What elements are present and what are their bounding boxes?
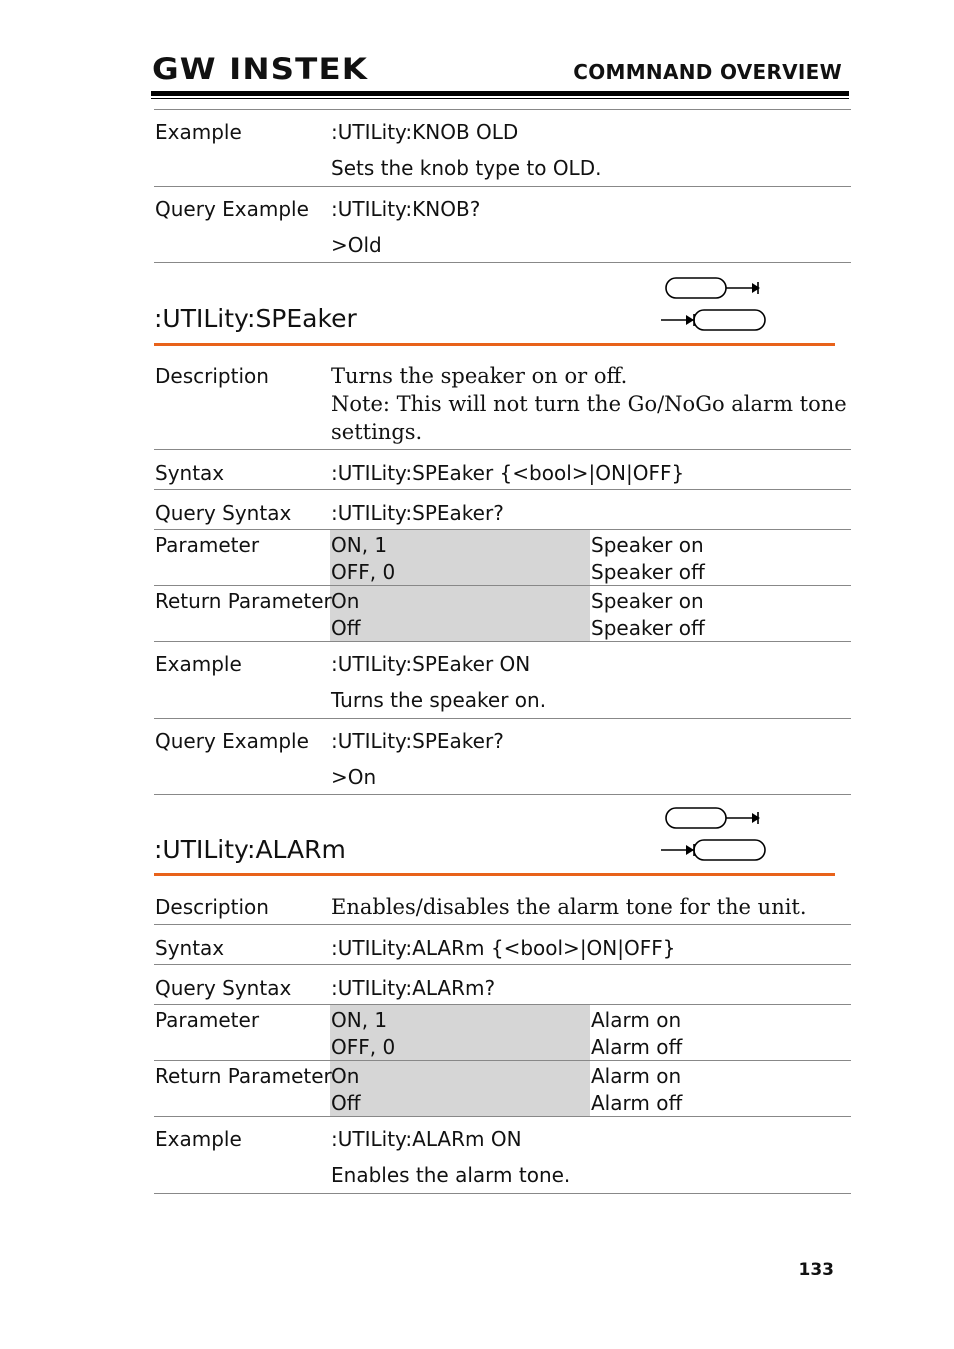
section-rule-speaker bbox=[154, 343, 835, 346]
header-rule-thick bbox=[151, 91, 849, 96]
speaker-parameter-row bbox=[154, 530, 851, 586]
example-command: :UTILity:KNOB OLD bbox=[331, 120, 519, 144]
row-label: Parameter bbox=[155, 533, 260, 557]
speaker-description-row bbox=[154, 362, 851, 450]
gw-instek-logo: GW INSTEK bbox=[152, 52, 369, 86]
knob-example-row bbox=[154, 110, 851, 187]
knob-query-example-row bbox=[154, 187, 851, 263]
row-label: Query Syntax bbox=[155, 501, 292, 525]
speaker-syntax-row bbox=[154, 450, 851, 490]
query-command: :UTILity:SPEaker? bbox=[331, 729, 504, 753]
row-label: Query Example bbox=[155, 197, 309, 221]
return-value: On bbox=[331, 589, 360, 613]
row-label: Parameter bbox=[155, 1008, 260, 1032]
row-label: Query Example bbox=[155, 729, 309, 753]
return-background bbox=[330, 1061, 590, 1116]
example-description: Sets the knob type to OLD. bbox=[331, 156, 602, 180]
section-rule-alarm bbox=[154, 873, 835, 876]
section-title-speaker: :UTILity:SPEaker bbox=[154, 304, 357, 333]
alarm-syntax-row bbox=[154, 925, 851, 965]
return-description: Speaker on bbox=[591, 589, 704, 613]
return-background bbox=[330, 586, 590, 641]
alarm-description-row bbox=[154, 893, 851, 925]
query-response: >Old bbox=[331, 233, 382, 257]
speaker-description bbox=[331, 362, 847, 446]
row-label: Syntax bbox=[155, 936, 225, 960]
row-label: Syntax bbox=[155, 461, 225, 485]
section-title-alarm: :UTILity:ALARm bbox=[154, 835, 346, 864]
example-command: :UTILity:ALARm ON bbox=[331, 1127, 522, 1151]
row-label: Query Syntax bbox=[155, 976, 292, 1000]
description-line: settings. bbox=[331, 420, 423, 444]
example-description: Turns the speaker on. bbox=[331, 688, 547, 712]
alarm-example-row bbox=[154, 1117, 851, 1194]
row-label: Example bbox=[155, 120, 242, 144]
header-rule-thin bbox=[151, 98, 849, 99]
row-label: Return Parameter bbox=[155, 589, 332, 613]
return-value: Off bbox=[331, 1091, 361, 1115]
row-label: Description bbox=[155, 895, 269, 919]
query-syntax-command: :UTILity:SPEaker? bbox=[331, 501, 504, 525]
speaker-query-syntax-row bbox=[154, 490, 851, 530]
example-description: Enables the alarm tone. bbox=[331, 1163, 571, 1187]
speaker-query-example-row bbox=[154, 719, 851, 795]
row-label: Example bbox=[155, 1127, 242, 1151]
example-command: :UTILity:SPEaker ON bbox=[331, 652, 531, 676]
alarm-table bbox=[154, 893, 851, 1194]
page-number: 133 bbox=[798, 1260, 834, 1280]
parameter-description: Speaker off bbox=[591, 560, 705, 584]
description-line: Note: This will not turn the Go/NoGo alarm tone bbox=[331, 392, 847, 416]
alarm-description: Enables/disables the alarm tone for the unit. bbox=[331, 895, 807, 919]
row-label: Return Parameter bbox=[155, 1064, 332, 1088]
speaker-example-row bbox=[154, 642, 851, 719]
parameter-description: Alarm off bbox=[591, 1035, 683, 1059]
set-query-icon bbox=[660, 806, 768, 864]
syntax-command: :UTILity:ALARm {<bool>|ON|OFF} bbox=[331, 936, 676, 960]
parameter-value: OFF, 0 bbox=[331, 560, 396, 584]
parameter-description: Speaker on bbox=[591, 533, 704, 557]
row-label: Example bbox=[155, 652, 242, 676]
return-description: Alarm on bbox=[591, 1064, 682, 1088]
knob-table bbox=[154, 109, 851, 263]
page-header-title: COMMNAND OVERVIEW bbox=[573, 60, 842, 84]
speaker-table bbox=[154, 362, 851, 795]
return-value: On bbox=[331, 1064, 360, 1088]
parameter-description: Alarm on bbox=[591, 1008, 682, 1032]
alarm-parameter-row bbox=[154, 1005, 851, 1061]
query-response: >On bbox=[331, 765, 377, 789]
parameter-value: OFF, 0 bbox=[331, 1035, 396, 1059]
alarm-return-row bbox=[154, 1061, 851, 1117]
query-command: :UTILity:KNOB? bbox=[331, 197, 481, 221]
set-query-icon bbox=[660, 276, 768, 334]
return-description: Speaker off bbox=[591, 616, 705, 640]
alarm-query-syntax-row bbox=[154, 965, 851, 1005]
parameter-value: ON, 1 bbox=[331, 1008, 388, 1032]
return-description: Alarm off bbox=[591, 1091, 683, 1115]
return-value: Off bbox=[331, 616, 361, 640]
row-label: Description bbox=[155, 364, 269, 388]
parameter-value: ON, 1 bbox=[331, 533, 388, 557]
syntax-command: :UTILity:SPEaker {<bool>|ON|OFF} bbox=[331, 461, 685, 485]
speaker-return-row bbox=[154, 586, 851, 642]
query-syntax-command: :UTILity:ALARm? bbox=[331, 976, 496, 1000]
description-line: Turns the speaker on or off. bbox=[331, 364, 628, 388]
